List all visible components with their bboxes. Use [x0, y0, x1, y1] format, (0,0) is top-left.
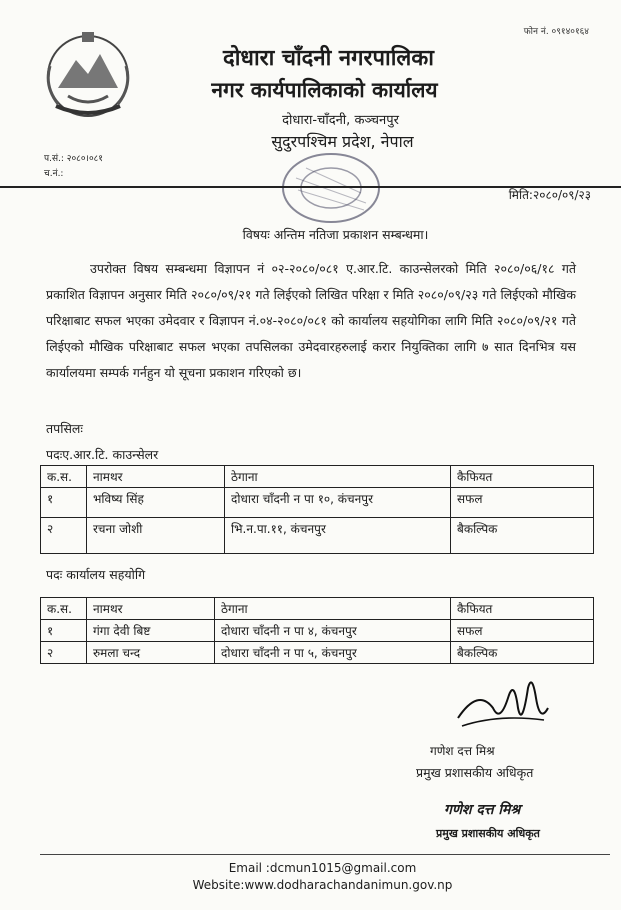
table-cell: रचना जोशी: [87, 518, 225, 554]
footer-website: Website:www.dodharachandanimun.gov.np: [192, 878, 453, 892]
table-header: ठेगाना: [225, 466, 451, 488]
table-cell: दोधारा चाँदनी न पा १०, कंचनपुर: [225, 488, 451, 518]
footer-divider: [40, 854, 610, 855]
municipality-name: दोधारा चाँदनी नगरपालिका: [223, 46, 434, 71]
signatory-name: गणेश दत्त मिश्र: [430, 744, 495, 758]
table-header: नामथर: [87, 598, 215, 620]
table-cell: २: [41, 642, 87, 664]
reference-number: प.सं.: २०८०।०८१: [44, 154, 103, 164]
dispatch-number: च.नं.:: [44, 169, 64, 179]
table-cell: दोधारा चाँदनी न पा ५, कंचनपुर: [215, 642, 451, 664]
table-cell: सफल: [451, 488, 594, 518]
letter-date: मिति:२०८०/०९/२३: [508, 188, 591, 202]
table-cell: गंगा देवी बिष्ट: [87, 620, 215, 642]
phone-number: फोन नं. ०९१४०१६४: [523, 27, 589, 37]
table-cell: १: [41, 620, 87, 642]
table-cell: दोधारा चाँदनी न पा ४, कंचनपुर: [215, 620, 451, 642]
province-name: सुदुरपश्चिम प्रदेश, नेपाल: [271, 132, 414, 151]
table-cell: सफल: [451, 620, 594, 642]
table-header: क.स.: [41, 598, 87, 620]
table-header-row: [41, 466, 594, 488]
office-name: नगर कार्यपालिकाको कार्यालय: [211, 78, 438, 102]
table-row: [41, 642, 594, 664]
table-row: [41, 518, 594, 554]
table-header-row: [41, 598, 594, 620]
results-table-office-helper: [40, 597, 594, 664]
table-cell: १: [41, 488, 87, 518]
tapasil-label: तपसिलः: [46, 421, 83, 436]
letter-subject: विषयः अन्तिम नतिजा प्रकाशन सम्बन्धमा।: [242, 227, 429, 242]
table-header: ठेगाना: [215, 598, 451, 620]
post-label-office-helper: पदः कार्यालय सहयोगि: [46, 567, 146, 582]
table-cell: बैकल्पिक: [451, 518, 594, 554]
name-stamp: गणेश दत्त मिश्र: [444, 802, 521, 818]
signature-image: [448, 668, 558, 742]
table-header: नामथर: [87, 466, 225, 488]
signatory-title: प्रमुख प्रशासकीय अधिकृत: [416, 765, 534, 780]
table-row: [41, 620, 594, 642]
table-header: क.स.: [41, 466, 87, 488]
table-cell: २: [41, 518, 87, 554]
letter-body: उपरोक्त विषय सम्बन्धमा विज्ञापन नं ०२-२०८०/०८१ ए.आर.टि. काउन्सेलरको मिति २०८०/०६/१८ गते प्रकाशित विज्ञापन अनुसार मिति २०८०/०९/२१ गते लिईएको लिखित परिक्षा र मिति २०८०/०९/२३ गते लिईएको मौखिक परिक्षाबाट सफल भएका उमेदवार र विज्ञापन नं.०४-२०८०/०८१ को कार्यालय सहयोगिका लागि मिति २०८०/०९/२१ गते लिईएको मौखिक परिक्षाबाट सफल भएका तपसिलका उमेदवारहरुलाई करार नियुक्तिका लागि ७ सात दिनभित्र यस कार्यालयमा सम्पर्क गर्नहुन यो सूचना प्रकाशन गरिएको छ।: [46, 261, 576, 380]
nepal-emblem-icon: [38, 26, 138, 122]
results-table-counselor: [40, 465, 594, 554]
office-stamp: [276, 148, 386, 228]
table-cell: भविष्य सिंह: [87, 488, 225, 518]
table-row: [41, 488, 594, 518]
office-address: दोधारा-चाँदनी, कञ्चनपुर: [282, 113, 399, 128]
table-cell: बैकल्पिक: [451, 642, 594, 664]
title-stamp: प्रमुख प्रशासकीय अधिकृत: [436, 827, 540, 840]
table-cell: रुमला चन्द: [87, 642, 215, 664]
table-header: कैफियत: [451, 466, 594, 488]
footer-email: Email :dcmun1015@gmail.com: [228, 861, 417, 875]
post-label-counselor: पदःए.आर.टि. काउन्सेलर: [46, 447, 159, 462]
table-header: कैफियत: [451, 598, 594, 620]
table-cell: भि.न.पा.११, कंचनपुर: [225, 518, 451, 554]
